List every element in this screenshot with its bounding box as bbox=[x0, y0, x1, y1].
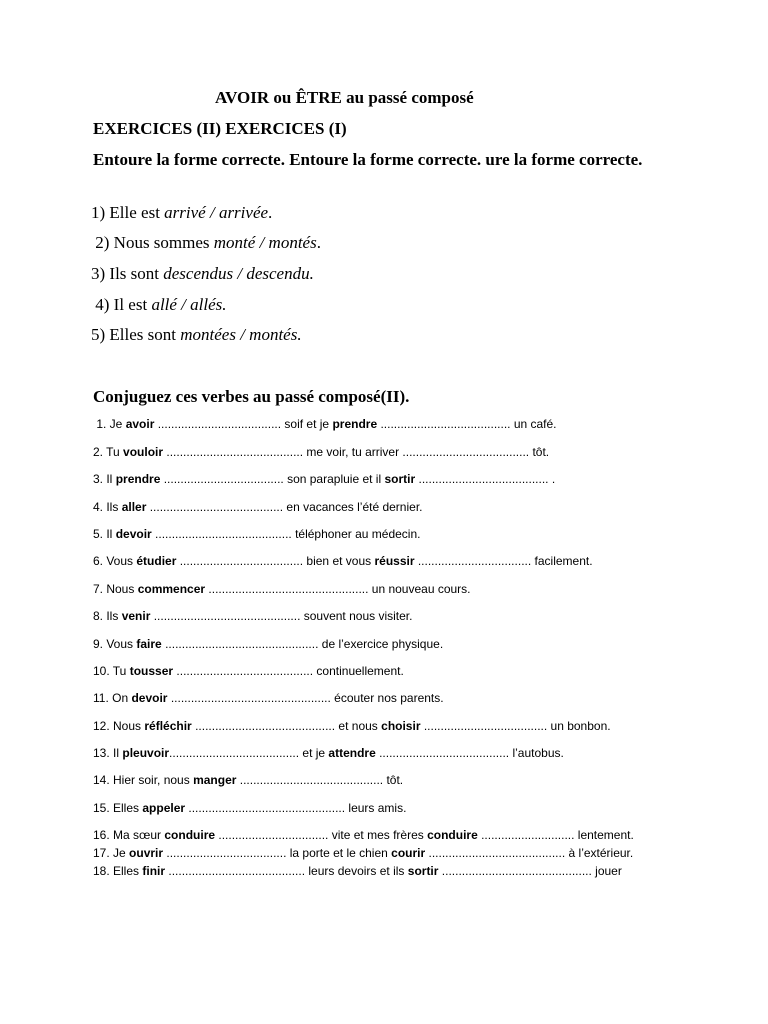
sentence-text: ....................................... et je bbox=[169, 746, 329, 760]
exercise-2-item bbox=[93, 472, 555, 486]
sentence-text: 13. Il bbox=[93, 746, 123, 760]
exercise-2-item bbox=[93, 445, 549, 459]
sentence-text: ................................................ un nouveau cours. bbox=[205, 582, 471, 596]
verb-infinitive: aller bbox=[121, 500, 147, 514]
verb-infinitive: tousser bbox=[129, 664, 174, 678]
sentence-text: ............................................. jouer bbox=[438, 864, 622, 878]
sentence-text: .................................... la porte et le chien bbox=[163, 846, 392, 860]
verb-infinitive: conduire bbox=[427, 828, 478, 842]
answer-choices: descendus / descendu. bbox=[163, 264, 314, 283]
exercise-2-item bbox=[93, 846, 633, 860]
sentence-text: 3. Il bbox=[93, 472, 116, 486]
sentence-text: ....................................... l’autobus. bbox=[375, 746, 564, 760]
section-2-heading: Conjuguez ces verbes au passé composé(II). bbox=[93, 387, 410, 406]
sentence-text: 1. Je bbox=[93, 417, 126, 431]
exercise-2-item bbox=[93, 554, 593, 568]
sentence-text: ......................................... à l’extérieur. bbox=[425, 846, 634, 860]
item-prefix: 5) Elles sont bbox=[91, 325, 181, 344]
verb-infinitive: attendre bbox=[328, 746, 376, 760]
page-title: AVOIR ou ÊTRE au passé composé bbox=[215, 88, 474, 107]
verb-infinitive: venir bbox=[121, 609, 151, 623]
verb-infinitive: réussir bbox=[374, 554, 415, 568]
sentence-text: ..................................... un bonbon. bbox=[420, 719, 611, 733]
verb-infinitive: ouvrir bbox=[129, 846, 164, 860]
item-prefix: 2) Nous sommes bbox=[91, 233, 214, 252]
sentence-text: 9. Vous bbox=[93, 637, 137, 651]
sentence-text: ............................ lentement. bbox=[477, 828, 634, 842]
exercise-1-item bbox=[91, 325, 302, 345]
sentence-text: 11. On bbox=[93, 691, 132, 705]
exercise-1-item bbox=[91, 264, 314, 284]
verb-infinitive: commencer bbox=[137, 582, 206, 596]
sentence-text: ..................................... bien et vous bbox=[176, 554, 375, 568]
sentence-text: .......................................... et nous bbox=[191, 719, 382, 733]
verb-infinitive: étudier bbox=[136, 554, 177, 568]
exercise-2-item bbox=[93, 773, 403, 787]
sentence-text: ........................................... tôt. bbox=[236, 773, 404, 787]
sentence-text: ....................................... un café. bbox=[377, 417, 557, 431]
exercise-1-item bbox=[91, 295, 227, 315]
exercise-2-item bbox=[93, 609, 412, 623]
verb-infinitive: prendre bbox=[332, 417, 378, 431]
sentence-text: ................................. vite et mes frères bbox=[215, 828, 428, 842]
sentence-text: 12. Nous bbox=[93, 719, 145, 733]
verb-infinitive: devoir bbox=[115, 527, 152, 541]
sentence-text: 16. Ma sœur bbox=[93, 828, 165, 842]
sentence-text: 15. Elles bbox=[93, 801, 143, 815]
item-prefix: 1) Elle est bbox=[91, 203, 165, 222]
verb-infinitive: devoir bbox=[131, 691, 168, 705]
sentence-text: 14. Hier soir, nous bbox=[93, 773, 194, 787]
sentence-text: 6. Vous bbox=[93, 554, 137, 568]
exercise-2-item bbox=[93, 828, 634, 842]
sentence-text: ....................................... . bbox=[415, 472, 556, 486]
sentence-text: .................................. facilement. bbox=[414, 554, 593, 568]
verb-infinitive: sortir bbox=[407, 864, 439, 878]
exercise-1-item bbox=[91, 233, 321, 253]
sentence-text: ......................................... me voir, tu arriver ...................................... tôt. bbox=[163, 445, 550, 459]
verb-infinitive: choisir bbox=[381, 719, 421, 733]
sentence-text: 10. Tu bbox=[93, 664, 130, 678]
answer-choices: monté / montés bbox=[213, 233, 317, 252]
verb-infinitive: prendre bbox=[115, 472, 161, 486]
answer-choices: allé / allés. bbox=[151, 295, 227, 314]
sentence-text: ............................................ souvent nous visiter. bbox=[150, 609, 413, 623]
sentence-text: 17. Je bbox=[93, 846, 130, 860]
item-prefix: 3) Ils sont bbox=[91, 264, 164, 283]
sentence-text: 2. Tu bbox=[93, 445, 124, 459]
verb-infinitive: finir bbox=[142, 864, 166, 878]
instruction-text: Entoure la forme correcte. Entoure la forme correcte. ure la forme correcte. bbox=[93, 150, 643, 169]
verb-infinitive: pleuvoir bbox=[122, 746, 170, 760]
exercise-2-item bbox=[93, 417, 557, 431]
verb-infinitive: réfléchir bbox=[144, 719, 192, 733]
exercise-2-item bbox=[93, 664, 404, 678]
sentence-text: 18. Elles bbox=[93, 864, 143, 878]
sentence-text: 7. Nous bbox=[93, 582, 138, 596]
sentence-text: ................................................ écouter nos parents. bbox=[167, 691, 444, 705]
verb-infinitive: avoir bbox=[125, 417, 155, 431]
sentence-text: 5. Il bbox=[93, 527, 116, 541]
verb-infinitive: conduire bbox=[164, 828, 216, 842]
verb-infinitive: faire bbox=[136, 637, 162, 651]
exercise-2-item bbox=[93, 637, 443, 651]
answer-choices: montées / montés. bbox=[180, 325, 302, 344]
exercise-2-item bbox=[93, 864, 622, 878]
item-suffix: . bbox=[316, 233, 321, 252]
exercise-2-item bbox=[93, 527, 420, 541]
exercise-2-item bbox=[93, 582, 471, 596]
sentence-text: ........................................ en vacances l’été dernier. bbox=[146, 500, 423, 514]
verb-infinitive: sortir bbox=[384, 472, 416, 486]
sentence-text: ......................................... leurs devoirs et ils bbox=[165, 864, 408, 878]
sentence-text: ..................................... soif et je bbox=[154, 417, 333, 431]
sentence-text: 4. Ils bbox=[93, 500, 122, 514]
verb-infinitive: courir bbox=[391, 846, 426, 860]
sentence-text: .............................................. de l’exercice physique. bbox=[161, 637, 444, 651]
verb-infinitive: appeler bbox=[142, 801, 186, 815]
exercise-2-item bbox=[93, 500, 423, 514]
exercise-1-item bbox=[91, 203, 272, 223]
verb-infinitive: manger bbox=[193, 773, 237, 787]
sentence-text: ......................................... continuellement. bbox=[173, 664, 404, 678]
exercise-2-item bbox=[93, 691, 444, 705]
verb-infinitive: vouloir bbox=[123, 445, 164, 459]
exercise-2-item bbox=[93, 746, 564, 760]
item-prefix: 4) Il est bbox=[91, 295, 152, 314]
item-suffix: . bbox=[268, 203, 273, 222]
exercises-heading: EXERCICES (II) EXERCICES (I) bbox=[93, 119, 347, 138]
sentence-text: 8. Ils bbox=[93, 609, 122, 623]
sentence-text: .................................... son parapluie et il bbox=[160, 472, 385, 486]
exercise-2-item bbox=[93, 719, 611, 733]
sentence-text: ......................................... téléphoner au médecin. bbox=[151, 527, 421, 541]
sentence-text: ............................................... leurs amis. bbox=[185, 801, 407, 815]
exercise-2-item bbox=[93, 801, 406, 815]
answer-choices: arrivé / arrivée bbox=[164, 203, 269, 222]
